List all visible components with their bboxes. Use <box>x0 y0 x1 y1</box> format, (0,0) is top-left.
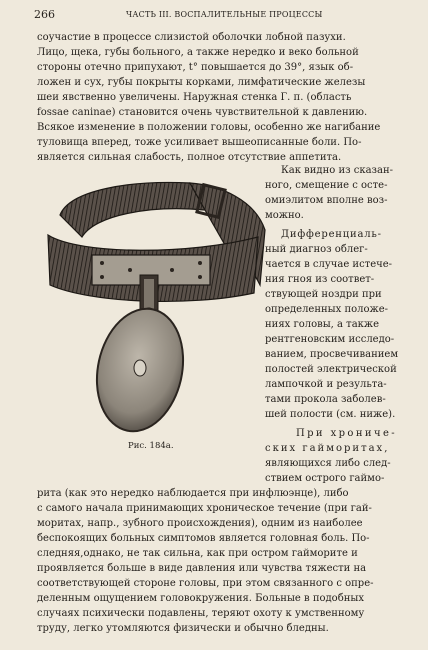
body-line: стороны отечно припухают, t° повышается до 39°, язык об- <box>37 62 354 73</box>
body-line: соответствующей стороне головы, при этом связанного с опре- <box>37 578 374 589</box>
body-line: случаях психически подавлены, теряют охоту к умственному <box>37 608 365 619</box>
column-line: ный диагноз облег- <box>265 244 368 255</box>
body-line: шеи явственно увеличены. Наружная стенка Г. п. (область <box>37 92 352 103</box>
column-line: тами прокола заболев- <box>265 394 386 405</box>
head-mirror-illustration <box>40 175 270 437</box>
column-line: ванием, просвечиванием <box>265 349 399 360</box>
column-line: При хрониче- <box>296 428 398 439</box>
body-line: с самого начала принимающих хроническое течение (при гай- <box>37 503 372 514</box>
body-line: соучастие в процессе слизистой оболочки лобной пазухи. <box>37 32 346 43</box>
body-line: Всякое изменение в положении головы, особенно же нагибание <box>37 122 381 133</box>
body-line: fossae caninae) становится очень чувствительной к давлению. <box>37 107 368 118</box>
column-line: ствующей ноздри при <box>265 289 382 300</box>
body-line: является сильная слабость, полное отсутствие аппетита. <box>37 152 342 163</box>
column-line: шей полости (см. ниже). <box>265 409 396 420</box>
column-line: Как видно из сказан- <box>281 165 394 176</box>
body-line: проявляется больше в виде давления или чувства тяжести на <box>37 563 367 574</box>
column-line: можно. <box>265 210 304 221</box>
column-line: являющихся либо след- <box>265 458 391 469</box>
column-line: ствием острого гаймо- <box>265 473 385 484</box>
column-line: ного, смещение с осте- <box>265 180 388 191</box>
column-line: ских гайморитах, <box>265 443 390 454</box>
body-line: беспокоящих больных симптомов является головная боль. По- <box>37 533 370 544</box>
column-line: Дифференциаль- <box>281 229 382 240</box>
column-line: полостей электрической <box>265 364 397 375</box>
body-line: следняя,однако, не так сильна, как при остром гайморите и <box>37 548 358 559</box>
body-line: ложен и сух, губы покрыты корками, лимфатические железы <box>37 77 366 88</box>
column-line: ния гноя из соответ- <box>265 274 375 285</box>
column-line: омиэлитом вполне воз- <box>265 195 388 206</box>
body-line: Лицо, щека, губы больного, а также нередко и веко больной <box>37 47 359 58</box>
body-line: моритах, напр., зубного происхождения), одним из наиболее <box>37 518 363 529</box>
column-line: рентгеновским исследо- <box>265 334 395 345</box>
column-line: ниях головы, а также <box>265 319 380 330</box>
column-line: определенных положе- <box>265 304 389 315</box>
body-line: деленным ощущением головокружения. Больные в подобных <box>37 593 364 604</box>
head-mirror-icon <box>40 175 270 437</box>
body-line: рита (как это нередко наблюдается при инфлюэнце), либо <box>37 488 349 499</box>
page-number: 266 <box>34 8 55 21</box>
body-line: труду, легко утомляются физически и обычно бледны. <box>37 623 329 634</box>
body-line: туловища вперед, тоже усиливает вышеописанные боли. По- <box>37 137 362 148</box>
column-line: лампочкой и результа- <box>265 379 387 390</box>
running-title: ЧАСТЬ III. ВОСПАЛИТЕЛЬНЫЕ ПРОЦЕССЫ <box>126 10 323 19</box>
figure-caption: Рис. 184а. <box>128 441 174 451</box>
column-line: чается в случае истече- <box>265 259 393 270</box>
